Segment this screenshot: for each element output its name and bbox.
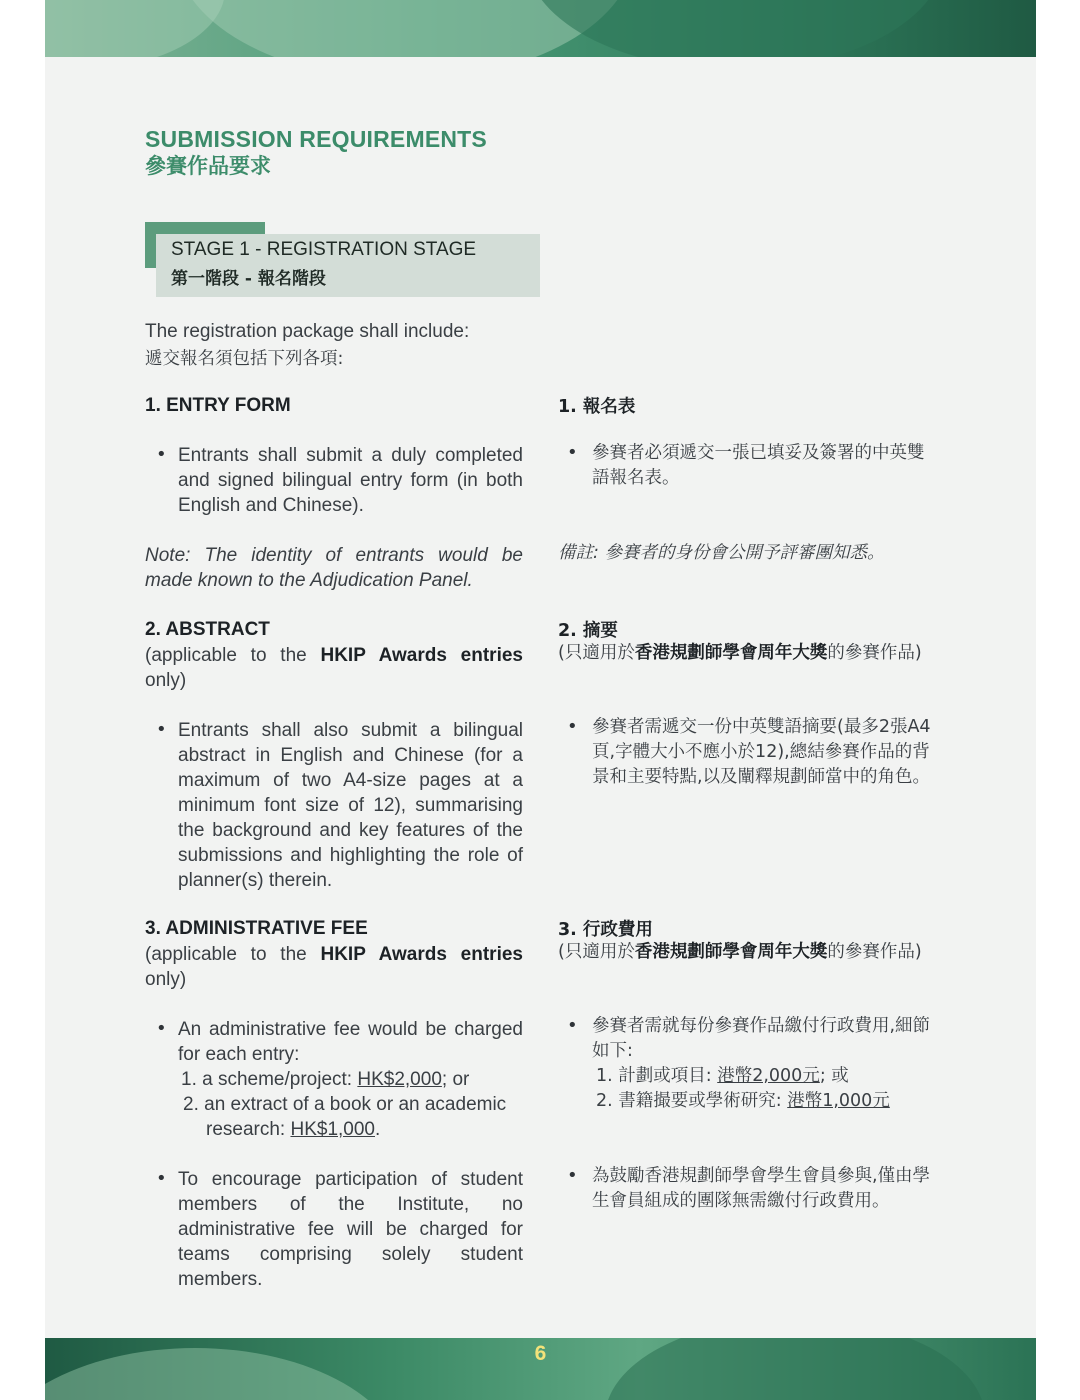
abstract-heading-chinese: 2. 摘要 bbox=[558, 621, 618, 641]
admin-fee-heading: 3. ADMINISTRATIVE FEE bbox=[145, 918, 368, 939]
bullet-dot: • bbox=[156, 1018, 167, 1039]
page-number: 6 bbox=[534, 1342, 547, 1365]
stage-heading-chinese: 第一階段 - 報名階段 bbox=[171, 269, 326, 289]
page-title-chinese: 參賽作品要求 bbox=[145, 154, 271, 178]
fee-amount: HK$2,000 bbox=[357, 1069, 442, 1090]
student-fee-bullet: To encourage participation of student members of the Institute, no administrative fee will be charged for teams comprising solely student members. bbox=[178, 1169, 523, 1290]
bullet-dot: • bbox=[567, 1015, 578, 1036]
abstract-applicability-chinese: (只適用於香港規劃師學會周年大獎的參賽作品) bbox=[558, 643, 922, 663]
fee-item-research: 2. an extract of a book or an academic research: HK$1,000. bbox=[183, 1094, 507, 1140]
admin-fee-bullet: An administrative fee would be charged for each entry: bbox=[178, 1019, 523, 1065]
page-title: SUBMISSION REQUIREMENTS bbox=[145, 126, 487, 152]
intro-text-chinese: 遞交報名須包括下列各項: bbox=[145, 349, 344, 369]
abstract-applicability: (applicable to the HKIP Awards entries only) bbox=[145, 645, 523, 691]
entry-form-note: Note: The identity of entrants would be made known to the Adjudication Panel. bbox=[145, 545, 523, 591]
abstract-bullet: Entrants shall also submit a bilingual abstract in English and Chinese (for a maximum of two A4-size pages at a minimum font size of 12), summarising the background and key features of the submissions and highlighting the role of planner(s) therein. bbox=[178, 720, 523, 891]
fee-amount: 港幣1,000元 bbox=[787, 1091, 890, 1111]
abstract-bullet-chinese: 參賽者需遞交一份中英雙語摘要(最多2張A4頁,字體大小不應小於12),總結參賽作品的背景和主要特點,以及闡釋規劃師當中的角色。 bbox=[592, 717, 931, 787]
abstract-heading: 2. ABSTRACT bbox=[145, 619, 270, 640]
top-decorative-band bbox=[45, 0, 1036, 57]
admin-fee-applicability-chinese: (只適用於香港規劃師學會周年大獎的參賽作品) bbox=[558, 942, 922, 962]
entry-form-heading: 1. ENTRY FORM bbox=[145, 395, 291, 416]
bullet-dot: • bbox=[567, 442, 578, 463]
bullet-dot: • bbox=[156, 719, 167, 740]
fee-amount: 港幣2,000元 bbox=[717, 1066, 820, 1086]
fee-amount: HK$1,000 bbox=[290, 1119, 375, 1140]
fee-item-scheme-chinese: 1. 計劃或項目: 港幣2,000元; 或 bbox=[596, 1066, 849, 1086]
entry-form-bullet-chinese: 參賽者必須遞交一張已填妥及簽署的中英雙語報名表。 bbox=[592, 443, 925, 488]
entry-form-note-chinese: 備註: 參賽者的身份會公開予評審團知悉。 bbox=[558, 543, 885, 563]
entry-form-bullet: Entrants shall submit a duly completed and signed bilingual entry form (in both English and Chinese). bbox=[178, 445, 523, 516]
admin-fee-bullet-chinese: 參賽者需就每份參賽作品繳付行政費用,細節如下: bbox=[592, 1016, 931, 1061]
bullet-dot: • bbox=[156, 1168, 167, 1189]
bullet-dot: • bbox=[567, 716, 578, 737]
bullet-dot: • bbox=[567, 1165, 578, 1186]
page-sheet bbox=[45, 0, 1036, 1400]
fee-item-research-chinese: 2. 書籍撮要或學術研究: 港幣1,000元 bbox=[596, 1091, 890, 1111]
student-fee-bullet-chinese: 為鼓勵香港規劃師學會學生會員參與,僅由學生會員組成的團隊無需繳付行政費用。 bbox=[592, 1166, 931, 1211]
bullet-dot: • bbox=[156, 444, 167, 465]
admin-fee-heading-chinese: 3. 行政費用 bbox=[558, 920, 653, 940]
stage-heading: STAGE 1 - REGISTRATION STAGE bbox=[171, 239, 477, 260]
admin-fee-applicability: (applicable to the HKIP Awards entries only) bbox=[145, 944, 523, 990]
intro-text: The registration package shall include: bbox=[145, 321, 470, 342]
entry-form-heading-chinese: 1. 報名表 bbox=[558, 397, 636, 417]
fee-item-scheme: 1. a scheme/project: HK$2,000; or bbox=[181, 1069, 470, 1090]
